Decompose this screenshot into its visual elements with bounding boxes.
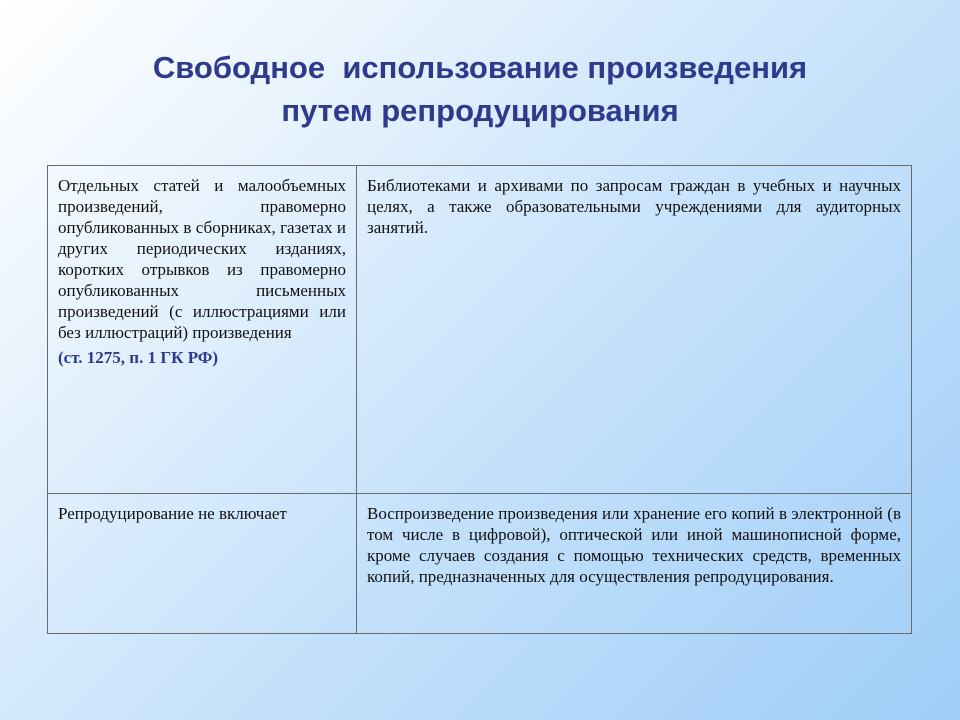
table-cell-right: Воспроизведение произведения или хранение его копий в электронной (в том числе в цифровой), оптической или иной машинописной форме, кроме случаев создания с помощью технических средств, временных копий, предназначенных для осуществления репродуцирования.	[357, 494, 912, 634]
slide-title-line-1: Свободное использование произведения	[152, 50, 808, 85]
table-row	[48, 494, 912, 634]
legal-reference: (ст. 1275, п. 1 ГК РФ)	[58, 348, 219, 367]
cell-text: Отдельных статей и малообъемных произведений, правомерно опубликованных в сборниках, газетах и других периодических изданиях, коротких отрывков из правомерно опубликованных письменных произведений (с иллюстрациями или без иллюстраций) произведения	[58, 176, 346, 342]
table-cell-left: Репродуцирование не включает	[48, 494, 357, 634]
table-cell-right: Библиотеками и архивами по запросам граждан в учебных и научных целях, а также образовательными учреждениями для аудиторных занятий.	[357, 166, 912, 494]
content-table	[47, 165, 912, 634]
slide-title	[0, 46, 960, 132]
table-row	[48, 166, 912, 494]
slide-title-line-2: путем репродуцирования	[281, 93, 679, 128]
table-cell-left	[48, 166, 357, 494]
